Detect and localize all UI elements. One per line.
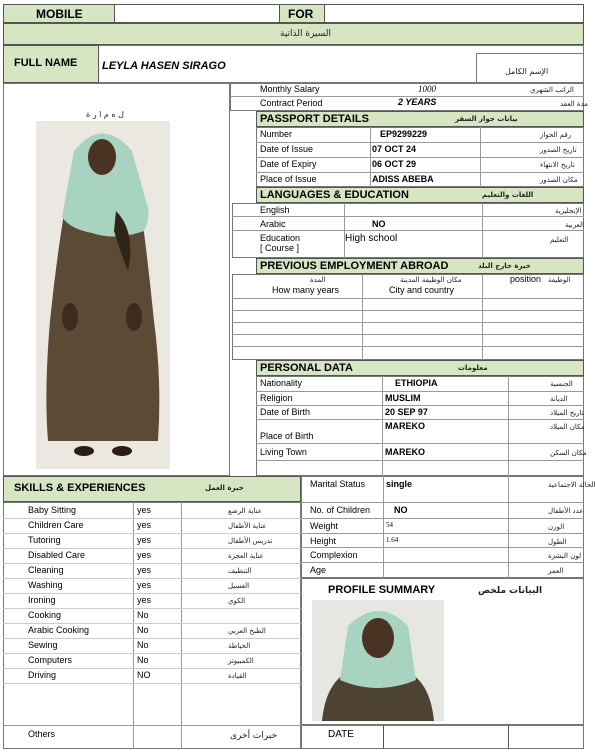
education-arabic: التعليم [550,236,569,244]
skill-row-arabic: الطبخ العربي [228,627,266,635]
previous-arabic-title: خبرة خارج البلد [478,262,531,270]
passport-col-divider-2 [480,127,481,187]
passport-row-arabic: مكان الصدور [540,176,578,184]
passport-row-arabic: رقم الجواز [540,131,572,139]
date-col-divider-2 [508,725,509,749]
prev-row-line-5 [232,346,584,347]
personal-row-label: Nationality [260,378,303,388]
salary-arabic: الراتب الشهري [530,86,574,94]
skill-row-line [3,563,301,564]
personal-row-line [256,460,584,461]
skill-row-line [3,623,301,624]
employment-divider [230,96,584,97]
marital-row-value[interactable]: 1.64 [386,536,399,544]
prev-col1-header: How many years [272,285,340,295]
skill-row-arabic: تدريس الأطفال [228,537,273,545]
mobile-label: MOBILE [36,7,83,21]
personal-row-label: Living Town [260,447,307,457]
education-label: Education [ Course ] [260,233,301,253]
marital-row-value[interactable]: NO [394,505,408,515]
skill-row-value[interactable]: yes [137,535,152,545]
passport-row-arabic: تاريخ الانتهاء [540,161,575,169]
languages-arabic-title: اللغات والتعليم [482,191,534,199]
prev-row-line-4 [232,334,584,335]
skills-col-divider [133,502,134,749]
skill-row-label: Disabled Care [28,550,86,560]
prev-row-line-2 [232,310,584,311]
marital-row-line [301,533,584,534]
skill-row-label: Computers [28,655,73,665]
skill-row-label: Cleaning [28,565,64,575]
prev-col2-arabic: مكان الوظيفة المدينة [400,276,462,284]
prev-col2-header: City and country [389,285,455,295]
arabic-cv-title: السيرة الذاتية [280,29,332,39]
skill-row-value[interactable]: yes [137,520,152,530]
personal-arabic-title: معلومات [458,364,488,372]
salary-value[interactable]: 1000 [418,84,436,94]
english-label: English [260,205,290,215]
skill-row-arabic: الكمبيوتر [228,657,254,665]
marital-row-label: Marital Status [310,479,366,489]
personal-row-value[interactable]: MAREKO [385,447,425,457]
skill-row-label: Ironing [28,595,56,605]
personal-row-value[interactable]: ETHIOPIA [395,378,438,388]
lang-col-divider-2 [482,203,483,258]
others-arabic: خبرات أخرى [230,731,278,741]
full-name-label: FULL NAME [14,57,78,69]
arabic-lang-value[interactable]: NO [372,219,386,229]
personal-row-label: Place of Birth [260,431,314,441]
for-field[interactable] [324,5,583,22]
skill-row-label: Sewing [28,640,58,650]
personal-row-label: Date of Birth [260,407,311,417]
contract-period-value[interactable]: 2 YEARS [398,97,437,107]
skill-row-arabic: الكوي [228,597,246,605]
personal-row-arabic: مكان الميلاد [550,423,585,431]
skill-row-line [3,593,301,594]
prev-col3-arabic: الوظيفة [548,276,571,284]
passport-row-value[interactable]: 06 OCT 29 [372,159,417,169]
languages-title: LANGUAGES & EDUCATION [260,189,409,201]
photo-arabic-caption: ل ه م ا ر ة [86,110,124,119]
skill-row-label: Tutoring [28,535,61,545]
full-name-value[interactable]: LEYLA HASEN SIRAGO [102,60,226,72]
skill-row-line [3,683,301,684]
prev-col-divider-2 [482,274,483,360]
personal-row-value[interactable]: MUSLIM [385,393,421,403]
skill-row-value[interactable]: yes [137,580,152,590]
skill-row-value[interactable]: No [137,610,149,620]
marital-row-label: No. of Children [310,505,371,515]
marital-row-label: Age [310,565,327,575]
skill-row-label: Baby Sitting [28,505,77,515]
contract-period-arabic: مدة العقد [560,100,588,108]
skill-row-value[interactable]: NO [137,670,151,680]
for-label: FOR [288,7,314,21]
lang-divider-1 [232,216,584,217]
personal-title: PERSONAL DATA [260,362,353,374]
skill-row-value[interactable]: No [137,640,149,650]
personal-row-arabic: الديانة [550,395,568,403]
marital-row-arabic: العمر [548,567,564,575]
others-row-line [3,725,301,726]
passport-title: PASSPORT DETAILS [260,113,369,125]
profile-figure-icon [312,600,444,721]
skill-row-value[interactable]: yes [137,595,152,605]
skill-row-value[interactable]: yes [137,550,152,560]
date-label: DATE [328,729,354,740]
skill-row-line [3,548,301,549]
marital-row-arabic: الطول [548,538,567,546]
skill-row-arabic: التنظيف [228,567,252,575]
skill-row-label: Washing [28,580,63,590]
previous-title: PREVIOUS EMPLOYMENT ABROAD [260,260,449,272]
skill-row-label: Children Care [28,520,84,530]
skills-col-divider-2 [181,502,182,749]
skills-arabic-title: خبرة العمل [205,484,244,492]
skill-row-arabic: الخياطة [228,642,251,650]
skill-row-arabic: الغسيل [228,582,250,590]
arabic-lang-label: Arabic [260,219,286,229]
skill-row-value[interactable]: No [137,655,149,665]
marital-row-label: Height [310,536,337,546]
passport-row-value[interactable]: EP9299229 [380,129,428,139]
personal-row-line [256,443,584,444]
prev-col1-arabic: المدة [310,276,326,284]
passport-row-arabic: تاريخ الصدور [540,146,577,154]
skill-row-arabic: عناية الرضع [228,507,262,515]
marital-row-arabic: عدد الأطفال [548,507,584,515]
profile-photo [312,600,444,721]
personal-row-label: Religion [260,393,293,403]
skill-row-arabic: عناية الأطفال [228,522,267,530]
personal-row-value[interactable]: MAREKO [385,421,425,431]
skill-row-line [3,638,301,639]
salary-label: Monthly Salary [260,84,320,94]
marital-row-value[interactable]: single [386,479,413,489]
candidate-figure-icon [36,121,170,469]
passport-row-line [256,172,584,173]
english-arabic: الإنجليزية [555,207,582,215]
marital-row-value[interactable]: 54 [386,521,393,529]
skill-row-label: Arabic Cooking [28,625,90,635]
personal-row-line [256,405,584,406]
skill-row-label: Driving [28,670,57,680]
personal-row-arabic: تاريخ الميلاد [550,409,584,417]
skill-row-line [3,653,301,654]
profile-title: PROFILE SUMMARY [328,584,436,596]
passport-row-line [256,157,584,158]
date-field[interactable] [386,727,506,747]
personal-row-arabic: الجنسية [550,380,573,388]
marital-row-line [301,547,584,548]
skill-row-arabic: عناية العجزة [228,552,264,560]
personal-row-line [256,419,584,420]
passport-col-divider [370,127,371,187]
personal-row-value[interactable]: 20 SEP 97 [385,407,428,417]
marital-row-label: Weight [310,521,338,531]
mobile-field[interactable] [114,5,280,22]
passport-row-label: Date of Expiry [260,159,317,169]
marital-row-line [301,518,584,519]
skills-title: SKILLS & EXPERIENCES [14,482,146,494]
passport-row-line [256,142,584,143]
lang-divider-2 [232,230,584,231]
passport-row-label: Number [260,129,293,139]
personal-row-line [256,391,584,392]
skill-row-arabic: القيادة [228,672,247,680]
candidate-photo [36,121,170,469]
date-col-divider-1 [383,725,384,749]
full-name-arabic: الإسم الكامل [505,67,549,76]
marital-row-label: Complexion [310,550,358,560]
others-label: Others [28,729,56,739]
marital-row-arabic: لون البشرة [548,552,582,560]
skill-row-line [3,518,301,519]
marital-row-arabic: الحالة الاجتماعية [548,481,595,489]
skill-row-line [3,608,301,609]
profile-arabic-title: البيانات ملخص [478,586,543,596]
marital-row-line [301,502,584,503]
education-value[interactable]: High school [345,233,398,244]
marital-row-line [301,562,584,563]
passport-row-label: Place of Issue [260,174,317,184]
personal-row-arabic: مكان السكن [550,449,587,457]
marital-row-arabic: الوزن [548,523,565,531]
passport-row-value[interactable]: ADISS ABEBA [372,174,434,184]
skill-row-value[interactable]: yes [137,505,152,515]
skill-row-line [3,668,301,669]
contract-period-label: Contract Period [260,98,323,108]
skill-row-value[interactable]: yes [137,565,152,575]
passport-arabic-title: بيانات جواز السفر [455,115,518,123]
lang-col-divider [344,203,345,258]
skill-row-line [3,578,301,579]
passport-row-value[interactable]: 07 OCT 24 [372,144,417,154]
skill-row-value[interactable]: No [137,625,149,635]
prev-col-divider-1 [362,274,363,360]
prev-row-line-3 [232,322,584,323]
skill-row-label: Cooking [28,610,62,620]
prev-col3-header: position [510,274,542,284]
skill-row-line [3,533,301,534]
passport-row-label: Date of Issue [260,144,314,154]
arabic-lang-arabic: العربية [565,221,585,229]
prev-row-line-1 [232,298,584,299]
